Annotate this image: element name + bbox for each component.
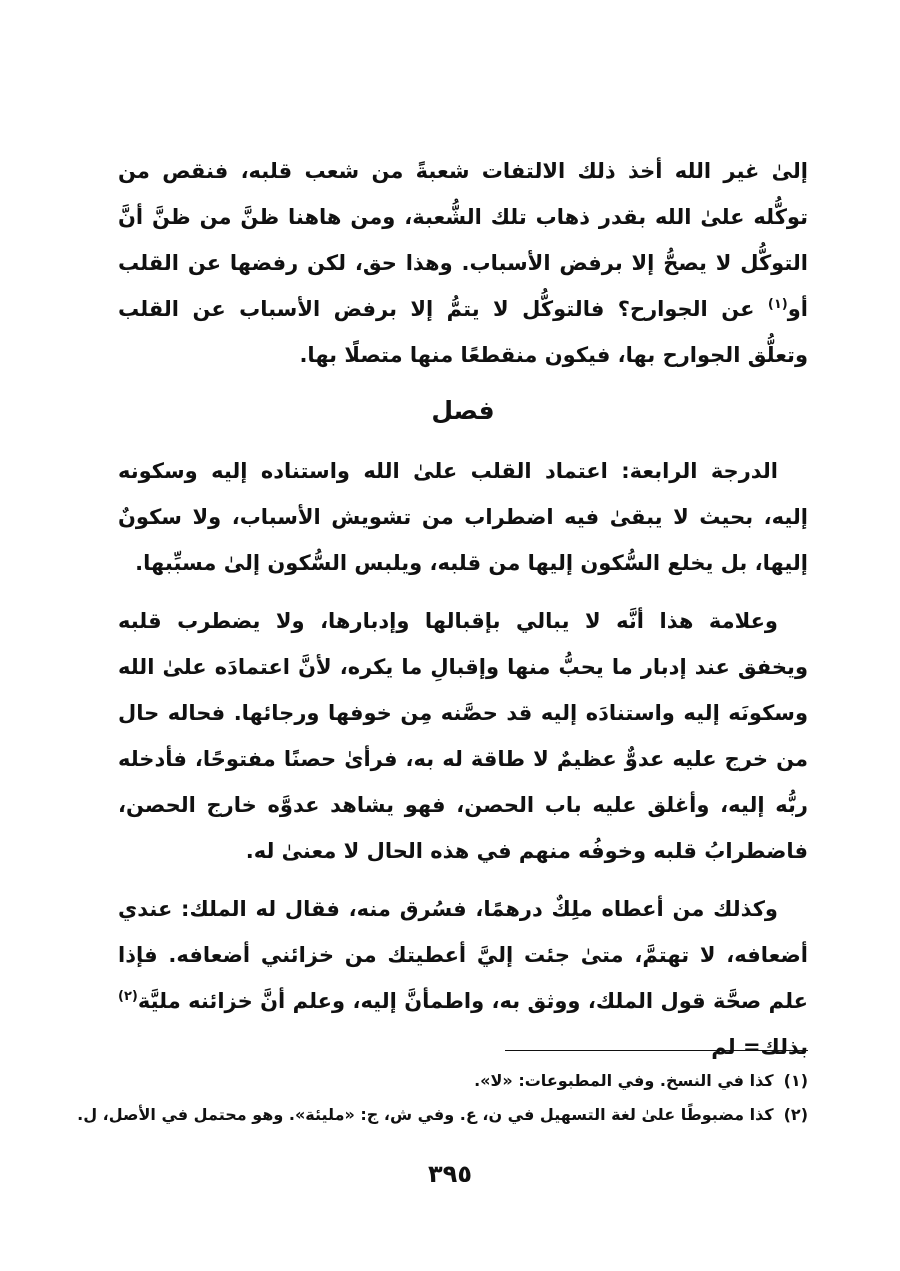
page-number: ٣٩٥ (428, 1160, 472, 1188)
footnote-1-number: (١) (783, 1071, 808, 1090)
paragraph-1 (118, 148, 808, 378)
paragraph-3-text: وعلامة هذا أنَّه لا يبالي بإقبالها وإدبارها، ولا يضطرب قلبه ويخفق عند إدبار ما يحبُّ منها وإقبالِ ما يكره، لأنَّ اعتمادَه علىٰ الله وسكونَه إليه واستنادَه إليه قد حصَّنه مِن خوفها ورجائها. فحاله حال من خرج عليه عدوٌّ عظيمٌ لا طاقة له به، فرأىٰ حصنًا مفتوحًا، فأدخله ربُّه إليه، وأغلق عليه باب الحصن، فهو يشاهد عدوَّه خارج الحصن، فاضطرابُ قلبه وخوفُه منهم في هذه الحال لا معنىٰ له. (118, 609, 808, 863)
footnote-separator (505, 1050, 808, 1051)
paragraph-4-tail: بذلك= لم (711, 1035, 808, 1059)
section-heading: فصل (431, 396, 495, 425)
footnote-2-text: كذا مضبوطًا علىٰ لغة التسهيل في ن، ع. وفي ش، ج: «مليئة». وهو محتمل في الأصل، ل. (77, 1105, 774, 1124)
footnote-1-text: كذا في النسخ. وفي المطبوعات: «لا». (474, 1071, 774, 1090)
footnote-2 (77, 1098, 808, 1132)
footnote-marker-1[interactable]: (١) (767, 297, 788, 312)
footnote-marker-2[interactable]: (٢) (118, 989, 138, 1004)
paragraph-2 (118, 448, 808, 586)
paragraph-2-lead: الدرجة الرابعة: (621, 459, 778, 483)
main-text (118, 148, 808, 1070)
paragraph-4 (118, 886, 808, 1070)
paragraph-1-text: إلىٰ غير الله أخذ ذلك الالتفات شعبةً من شعب قلبه، فنقص من توكُّله علىٰ الله بقدر ذهاب تلك الشُّعبة، ومن هاهنا ظنَّ من ظنَّ أنَّ التوكُّل لا يصحُّ إلا برفض الأسباب. وهذا حق، لكن رفضها عن القلب أو (118, 159, 808, 321)
footnote-2-number: (٢) (783, 1105, 808, 1124)
footnotes (77, 1064, 808, 1132)
paragraph-4-text: وكذلك من أعطاه ملِكٌ درهمًا، فسُرق منه، فقال له الملك: عندي أضعافه، لا تهتمَّ، متىٰ جئت إليَّ أعطيتك من خزائني أضعافه. فإذا علم صحَّة قول الملك، ووثق به، واطمأنَّ إليه، وعلم أنَّ خزائنه مليَّة (118, 897, 808, 1013)
paragraph-2-text: اعتماد القلب علىٰ الله واستناده إليه وسكونه إليه، بحيث لا يبقىٰ فيه اضطراب من تشويش الأسباب، ولا سكونٌ إليها، بل يخلع السُّكون إليها من قلبه، ويلبس السُّكون إلىٰ مسبِّبها. (118, 459, 808, 575)
paragraph-3 (118, 598, 808, 874)
footnote-1 (118, 1064, 808, 1098)
paragraph-1-tail: عن الجوارح؟ فالتوكُّل لا يتمُّ إلا برفض الأسباب عن القلب وتعلُّق الجوارح بها، فيكون منقطعًا منها متصلًا بها. (118, 297, 808, 367)
